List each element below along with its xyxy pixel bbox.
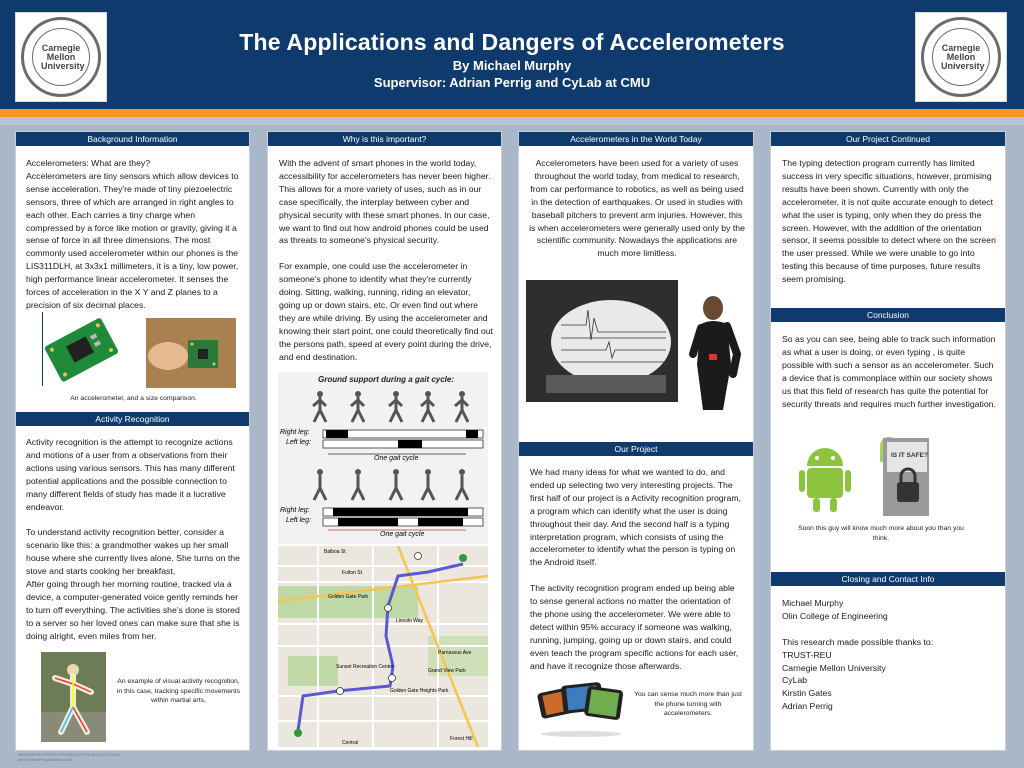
phones-caption: You can sense much more than just the phone turning with accelerometers. [634,691,742,717]
map-label: Sunset Recreation Center [336,664,394,670]
activity-text: Activity recognition is the attempt to recognize actions and motions of a user from a observations from their actions using various sensors. This has many different potential applications and the possible connection to many different fields of study has made it a lucrative endeavor. To understand activity recognition better, consider a scenario like this: a grandmother wakes up her small house where she currently lives alone. She turns on the stove and starts cooking her breakfast, After going through her morning routine, tracked via a device, a computer-generated voice gently reminds her to turn off everything. The activities she's done is stored to a server so her loved ones can make sure that she is doing alright, even miles from her. [26,437,240,641]
section-heading-background: Background Information [16,132,249,146]
gait-title: Ground support during a gait cycle: [318,375,455,384]
section-heading-continued: Our Project Continued [771,132,1005,146]
footer-credit [18,752,120,762]
poster-supervisor: Supervisor: Adrian Perrig and CyLab at CMU [373,75,651,90]
section-heading-closing: Closing and Contact Info [771,572,1005,586]
section-heading-important: Why is this important? [268,132,501,146]
left-leg-label: Left leg: [286,517,311,524]
seal-icon [921,17,1001,97]
column-1 [15,131,250,751]
footer-line-2: www.PosterPresentations.com [18,757,73,762]
left-leg-label: Left leg: [286,439,311,446]
gait-cycle-label: One gait cycle [380,531,425,538]
poster-author: By Michael Murphy [452,58,572,73]
gait-cycle-diagram [278,372,488,544]
section-heading-world: Accelerometers in the World Today [519,132,753,146]
section-heading-conclusion: Conclusion [771,308,1005,322]
map-label: Golden Gate Heights Park [390,688,449,694]
background-text: Accelerometers: What are they? Accelerometers are tiny sensors which allow devices to sense acceleration. They're made of tiny piezoelectric sensors, three of which are arranged in right angles to each other. Each carries a tiny charge when compressed by a force like motion or gravity, giving it a sense of force in all three dimensions. The most commonly used accelerometer within our phones is the LIS311DLH, at 3x3x1 millimeters, it is a tiny, low power, high performance linear accelerometer. It senses the forces of acceleration in the X Y and Z planes to a precision of six decimal places. [26,158,239,310]
right-leg-label: Right leg: [280,429,310,436]
martial-arts-caption: An example of visual activity recognition, in this case, tracking specific movements within martial arts. [116,678,241,704]
pitcher-image [683,294,745,410]
world-text: Accelerometers have been used for a variety of uses throughout the world today, from medical to research, from car performance to robotics, as well as being used in the detection of earthquakes. Or used in studies with baseball pitchers to prevent arm injuries. However, this is when accelerometers were generally used only by the scientific community. Nowadays the applications are much more limitless. [529,158,745,259]
poster-header [0,0,1024,112]
column-4 [770,131,1006,751]
continued-text: The typing detection program currently has limited success in very specific situations, however, promising results have been shown. Currently with only the accelerometer, it is not quite accurate enough to detect what the user is typing, only when they do press the screen. However, with the addition of the orientation sensor, it seems possible to detect where on the screen the user pressed. While we were unable to go into testing this because of time purposes, future results seem promising. [782,158,996,285]
seal-text: Carnegie Mellon University [41,42,85,71]
important-text: With the advent of smart phones in the world today, accessibility for accelerometers has never been higher. This allows for a more variety of uses, such as in our case specifically, the interplay between cyber and physical security with these smart phones. In our case, we want to find out how android phones could be used as threats to someone's physical security. For example, one could use the accelerometer in someone's phone to identify what they're currently doing. Sitting, walking, running, riding an elevator, going up or down stairs, etc. Or even find out where they are while driving. By using the accelerometer and knowing their start point, one could theoretically find out the persons path, speed at every point during the drive, and end destination. [279,158,493,362]
seal-text: Carnegie Mellon University [941,42,985,71]
phones-image [537,672,625,740]
map-label: Golden Gate Park [328,594,369,600]
accelerometer-caption: An accelerometer, and a size comparison. [70,395,197,402]
seismograph-image [526,280,678,402]
accelerometer-board-image [42,312,118,386]
footer-line-1: RESEARCH POSTER PRESENTATION DESIGN © 2011 [18,752,120,757]
map-label: Parnassus Ave [438,650,472,656]
project-text: We had many ideas for what we wanted to do, and ended up selecting two very interesting projects. The first half of our project is a Activity recognition program, a program which can identify what the user is doing throughout their day. And the second half is a typing interpretation program, which consists of using the accelerometer to identify what the person is typing on the Android itself. The activity recognition program ended up being able to sense general actions no matter the orientation of the phone using the accelerometer. We were able to detect within 95% accuracy if someone was walking, running, jumping, going up or down stairs, and could even teach the program specific actions for each user, and have it recognize those afterwards. [530,467,742,671]
map-label: Forest Hill [450,736,473,742]
map-label: Balboa St [324,549,346,555]
size-comparison-image [146,318,236,388]
martial-arts-image [41,652,106,742]
gait-cycle-label: One gait cycle [374,455,419,462]
map-label: Fulton St [342,570,363,576]
poster-title: The Applications and Dangers of Accelerometers [239,29,785,55]
android-caption: Soon this guy will know much more about you than you think. [798,525,964,542]
map-label: Grand View Park [428,668,466,674]
android-security-image [789,432,929,516]
seal-icon [21,17,101,97]
cmu-seal-left [15,12,107,102]
closing-text: Michael Murphy Olin College of Engineering This research made possible thanks to: TRUST-REU Carnegie Mellon University CyLab Kirstin Gates Adrian Perrig [782,598,934,712]
map-label: Lincoln Way [396,618,424,624]
conclusion-text: So as you can see, being able to track such information as what a user is doing, or even typing , is quite possible with such a sensor as an accelerometer. Such a device that is commonplace within our society shows us that this field of research has quite the potential for security threats and requires much further investigation. [782,334,996,409]
is-it-safe-text: IS IT SAFE? [891,452,928,459]
right-leg-label: Right leg: [280,507,310,514]
header-band [0,117,1024,125]
cmu-seal-right [915,12,1007,102]
route-map-image [278,546,488,747]
column-2 [267,131,502,751]
map-label: Central [342,740,359,746]
section-heading-activity: Activity Recognition [16,412,249,426]
section-heading-project: Our Project [519,442,753,456]
column-3 [518,131,754,751]
orange-stripe [0,109,1024,117]
